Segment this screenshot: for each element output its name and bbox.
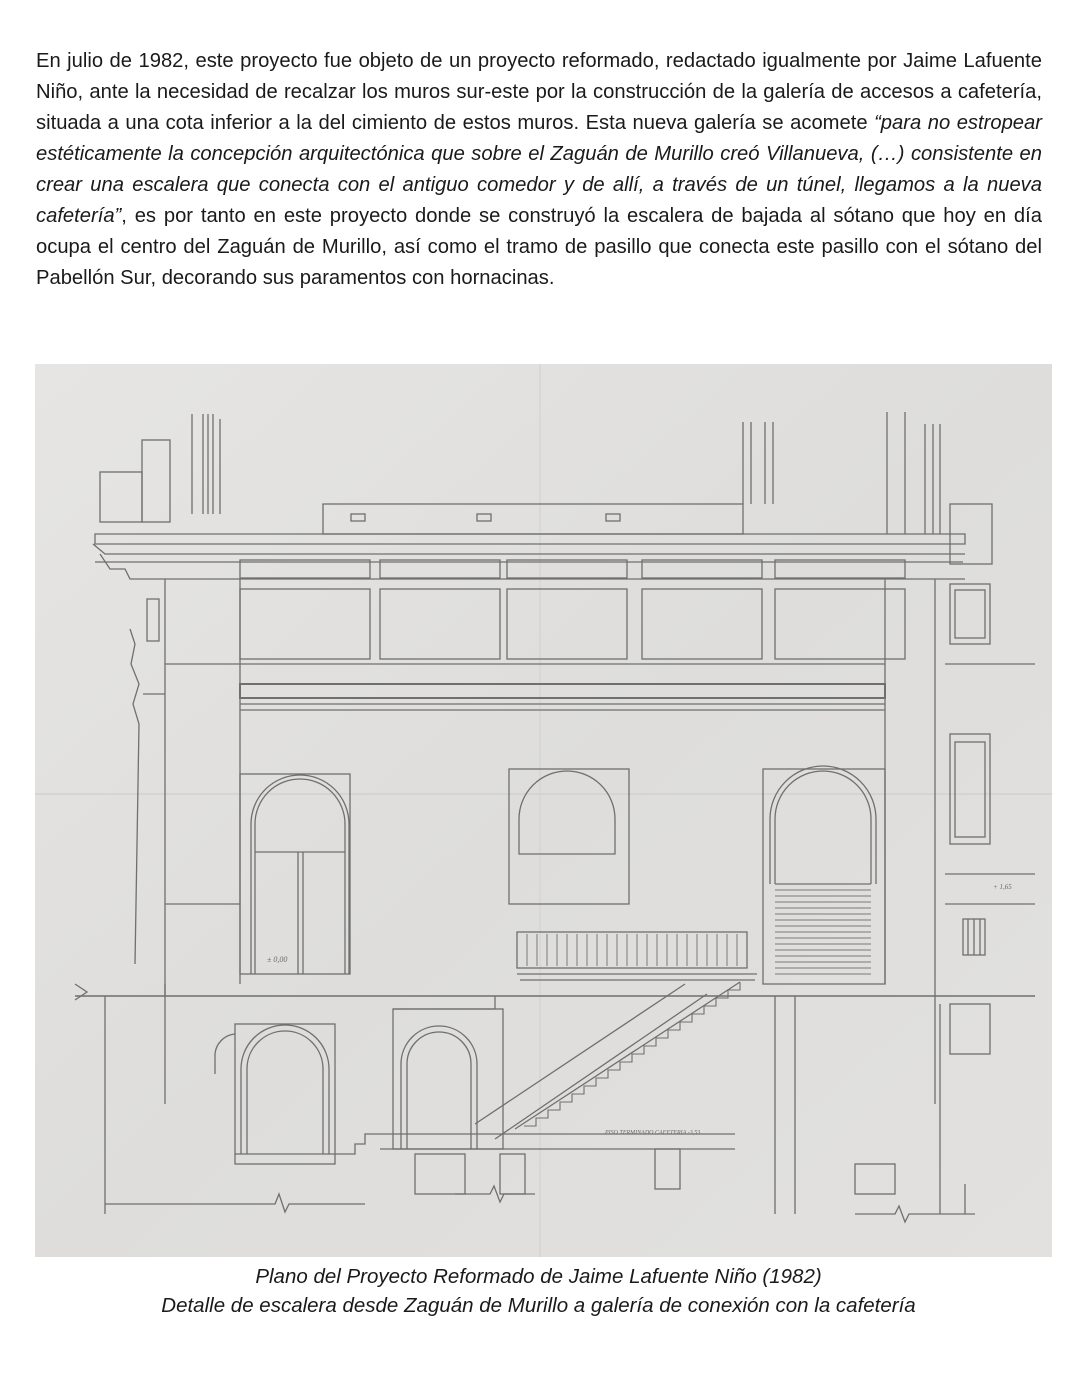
body-paragraph xyxy=(36,46,1042,294)
architectural-plan-image xyxy=(35,364,1052,1257)
paragraph-text-2: , es por tanto en este proyecto donde se construyó la escalera de bajada al sótano que hoy en día ocupa el centro del Zaguán de Murillo, así como el tramo de pasillo que conecta este pasillo con el sótano del Pabellón Sur, decorando sus paramentos con hornacinas. xyxy=(36,205,1042,289)
paragraph-text-1: En julio de 1982, este proyecto fue objeto de un proyecto reformado, redactado igualmente por Jaime Lafuente Niño, ante la necesidad de recalzar los muros sur-este por la construcción de la galería de accesos a cafetería, situada a una cota inferior a la del cimiento de estos muros. Esta nueva galería se acomete xyxy=(36,50,1042,134)
figure-caption-title: Plano del Proyecto Reformado de Jaime Lafuente Niño (1982) xyxy=(255,1265,822,1288)
paragraph-quote: “para no estropear estéticamente la concepción arquitectónica que sobre el Zaguán de Murillo creó Villanueva, (…) consistente en crear una escalera que conecta con el antiguo comedor y de allí, a través de un túnel, llegamos a la nueva cafetería” xyxy=(36,112,1042,227)
figure-caption-detail: Detalle de escalera desde Zaguán de Murillo a galería de conexión con la cafetería xyxy=(161,1294,916,1317)
level-label-left: ± 0,00 xyxy=(267,955,288,964)
level-label-right: + 1,65 xyxy=(993,883,1012,891)
plan-drawing xyxy=(35,364,1052,1257)
level-label-lower: PISO TERMINADO CAFETERIA -3,53 xyxy=(605,1130,701,1136)
